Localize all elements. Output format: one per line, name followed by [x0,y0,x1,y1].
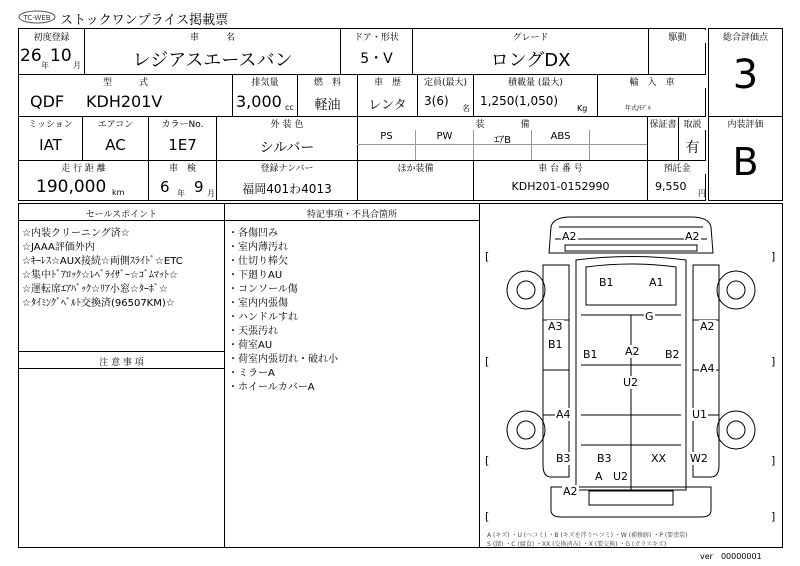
damage-legend-line2: S (錆) ・C (腐食) ・XX (交換済み) ・X (要交換) ・G (ガラスキズ) [487,541,667,548]
notes-title: 注 意 事 項 [19,355,224,368]
damage-code: A2 [685,230,700,243]
damage-code: A4 [700,362,715,375]
chassis-number: KDH201-0152990 [511,180,610,193]
damage-code: W2 [690,452,708,465]
model-code: KDH201V [86,92,163,111]
label-grade: グレード [413,30,648,43]
first-reg-year: 26 [20,46,42,66]
list-item: ・荷室AU [228,340,273,351]
mileage: 190,000 [36,177,107,197]
list-item: ☆JAAA評価外内 [22,242,95,253]
damage-code: A3 [548,320,563,333]
damage-code: B2 [665,348,680,361]
damage-code: A2 [562,230,577,243]
version-text: ver 00000001 [700,552,762,561]
fuel: 軽油 [314,98,341,113]
damage-code: A2 [625,345,640,358]
list-item: ☆集中ﾄﾞｱﾛｯｸ☆ﾚﾍﾞﾗｲｻﾞｰ☆ｺﾞﾑﾏｯﾄ☆ [22,270,178,281]
door-type: 5・V [360,51,393,67]
list-item: ・室内薄汚れ [228,242,288,253]
list-item: ・各傷凹み [228,228,278,239]
list-item: ☆ｷｰﾚｽ☆AUX接続☆両側ｽﾗｲﾄﾞ☆ETC [22,256,183,267]
color-number: 1E7 [168,136,197,154]
capacity: 3(6) [424,94,449,108]
interior-score: B [732,140,759,184]
inspection-year: 6 [160,178,170,196]
exterior-color: シルバー [259,140,315,156]
list-item: ・ホイールカバーA [228,382,315,393]
damage-code: U1 [692,408,708,421]
damage-code: A2 [563,485,578,498]
aircon: AC [105,136,126,154]
list-item: ・室内内張傷 [228,298,288,309]
list-item: ・天張汚れ [228,326,278,337]
label-drive: 駆動 [649,30,706,43]
damage-code: B3 [597,452,612,465]
grade: ロングDX [490,50,571,71]
damage-legend-line1: A (キズ) ・U (ヘコミ) ・B (キズを伴うヘコミ) ・W (補修跡) ・P (要塗装) [487,532,688,539]
label-car-name: 車 名 [85,30,340,43]
damage-code: A4 [556,408,571,421]
list-item: ・荷室内張切れ・破れ小 [228,354,338,365]
damage-code: B3 [556,452,571,465]
label-first-reg: 初度登録 [19,30,84,43]
license-plate: 福岡401わ4013 [242,182,332,196]
history: レンタ [368,98,407,113]
damage-code: A [595,470,603,483]
model-prefix: QDF [30,92,65,111]
list-item: ・仕切り棒欠 [228,256,288,267]
list-item: ☆ﾀｲﾐﾝｸﾞﾍﾞﾙﾄ交換済(96507KM)☆ [22,298,175,309]
label-model: 型 式 [19,75,232,88]
equip-airbag: ｴｱB [494,135,511,146]
mission: IAT [39,136,62,154]
page-title: ストックワンプライス掲載票 [60,13,229,28]
damage-code: G [645,310,654,323]
displacement: 3,000 [236,92,282,111]
damage-code: B1 [583,348,598,361]
damage-code: U2 [623,376,639,389]
equip-abs: ABS [550,131,571,142]
car-name: レジアスエースバン [132,50,293,71]
damage-code: B1 [548,338,563,351]
first-reg-month: 10 [50,46,72,66]
load-capacity: 1,250(1,050) [480,94,559,108]
overall-score: 3 [732,52,759,98]
list-item: ・ハンドルすれ [228,312,298,323]
inspection-month: 9 [194,178,204,196]
equip-pw: PW [436,131,453,142]
damage-code: A2 [700,320,715,333]
list-item: ☆内装クリーニング済☆ [22,228,130,239]
manual-status: 有 [685,140,700,156]
damage-code: B1 [599,276,614,289]
list-item: ・ミラーA [228,368,275,379]
recycle-deposit: 9,550 [655,180,687,193]
list-item: ・コンソール傷 [228,284,298,295]
svg-text:TC-WEB: TC-WEB [23,14,51,22]
remarks-title: 特記事項・不具合箇所 [225,207,479,220]
vehicle-damage-diagram: A2 A2 B1 A1 G A3 B1 A2 B1 A2 B2 A4 U2 A4 U1 B3 B3 XX W2 A U2 A2 [ ] [ ] [ ] [ ] [481,205,781,530]
site-logo [18,9,56,23]
damage-code: A1 [649,276,664,289]
damage-code: XX [651,452,667,465]
damage-code: U2 [613,470,629,483]
list-item: ☆運転席ｴｱﾊﾞｯｸ☆ﾘｱ小窓☆ﾀｰﾎﾞ☆ [22,284,168,295]
sales-points-title: セールスポイント [19,207,224,220]
list-item: ・下廻りAU [228,270,283,281]
equip-ps: PS [380,131,393,142]
label-door: ドア・形状 [341,30,412,43]
